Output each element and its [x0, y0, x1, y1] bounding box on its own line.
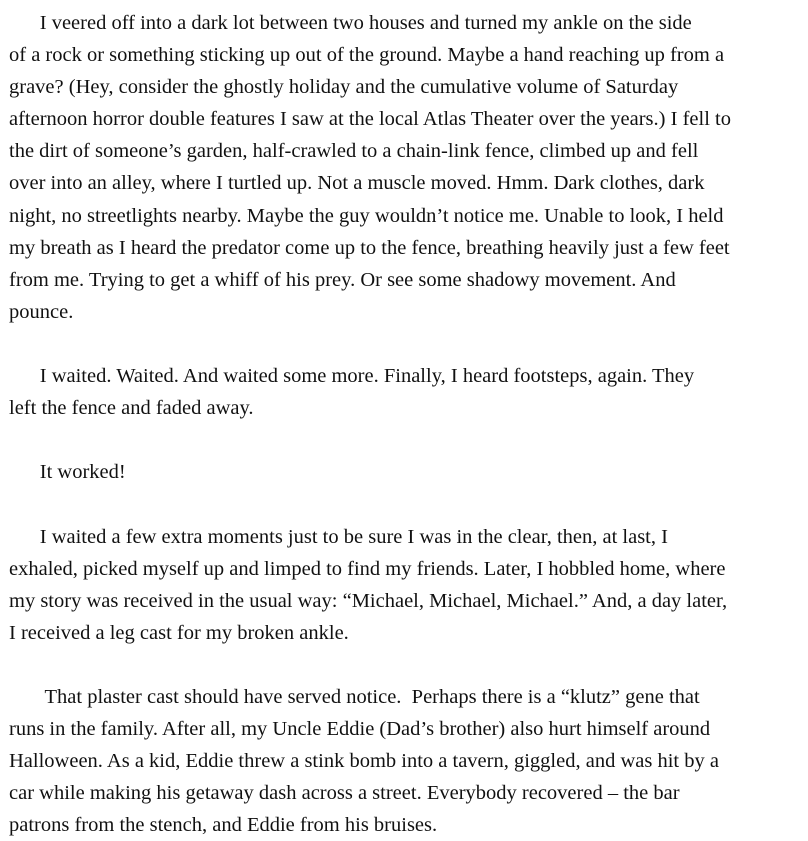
- paragraph-spacer: [9, 328, 802, 360]
- text-line: I waited. Waited. And waited some more. Finally, I heard footsteps, again. They: [9, 365, 695, 388]
- paragraph-spacer: [9, 488, 802, 520]
- paragraph-broken-ankle: [9, 521, 802, 649]
- text-line: afternoon horror double features I saw at the local Atlas Theater over the years.) I fell to: [9, 108, 731, 131]
- text-line: It worked!: [9, 461, 126, 484]
- text-line: left the fence and faded away.: [9, 397, 254, 420]
- text-line: I veered off into a dark lot between two houses and turned my ankle on the side: [9, 12, 692, 34]
- text-line: my breath as I heard the predator come up to the fence, breathing heavily just a few feet: [9, 236, 730, 259]
- text-line: exhaled, picked myself up and limped to find my friends. Later, I hobbled home, where: [9, 557, 726, 580]
- paragraph-it-worked: [9, 456, 802, 488]
- text-line: night, no streetlights nearby. Maybe the guy wouldn’t notice me. Unable to look, I held: [9, 204, 724, 227]
- text-line: patrons from the stench, and Eddie from his bruises.: [9, 814, 438, 837]
- text-line: I received a leg cast for my broken ankle.: [9, 621, 349, 644]
- text-line: car while making his getaway dash across a street. Everybody recovered – the bar: [9, 782, 680, 805]
- paragraph-uncle-eddie: [9, 681, 802, 841]
- text-line: from me. Trying to get a whiff of his prey. Or see some shadowy movement. And: [9, 268, 676, 291]
- text-line: runs in the family. After all, my Uncle Eddie (Dad’s brother) also hurt himself around: [9, 718, 711, 741]
- text-line: pounce.: [9, 300, 74, 323]
- text-line: I waited a few extra moments just to be sure I was in the clear, then, at last, I: [9, 525, 668, 548]
- text-line: of a rock or something sticking up out of the ground. Maybe a hand reaching up from a: [9, 44, 725, 67]
- text-line: the dirt of someone’s garden, half-crawled to a chain-link fence, climbed up and fell: [9, 140, 699, 163]
- text-line: Halloween. As a kid, Eddie threw a stink bomb into a tavern, giggled, and was hit by a: [9, 750, 719, 773]
- text-line: grave? (Hey, consider the ghostly holiday and the cumulative volume of Saturday: [9, 76, 679, 99]
- paragraph-spacer: [9, 424, 802, 456]
- text-line: over into an alley, where I turtled up. Not a muscle moved. Hmm. Dark clothes, dark: [9, 172, 705, 195]
- paragraph-escape-into-alley: [9, 7, 802, 328]
- paragraph-spacer: [9, 649, 802, 681]
- paragraph-waiting: [9, 360, 802, 424]
- text-line: That plaster cast should have served notice. Perhaps there is a “klutz” gene that: [9, 685, 700, 708]
- text-line: my story was received in the usual way: “Michael, Michael, Michael.” And, a day later,: [9, 589, 728, 612]
